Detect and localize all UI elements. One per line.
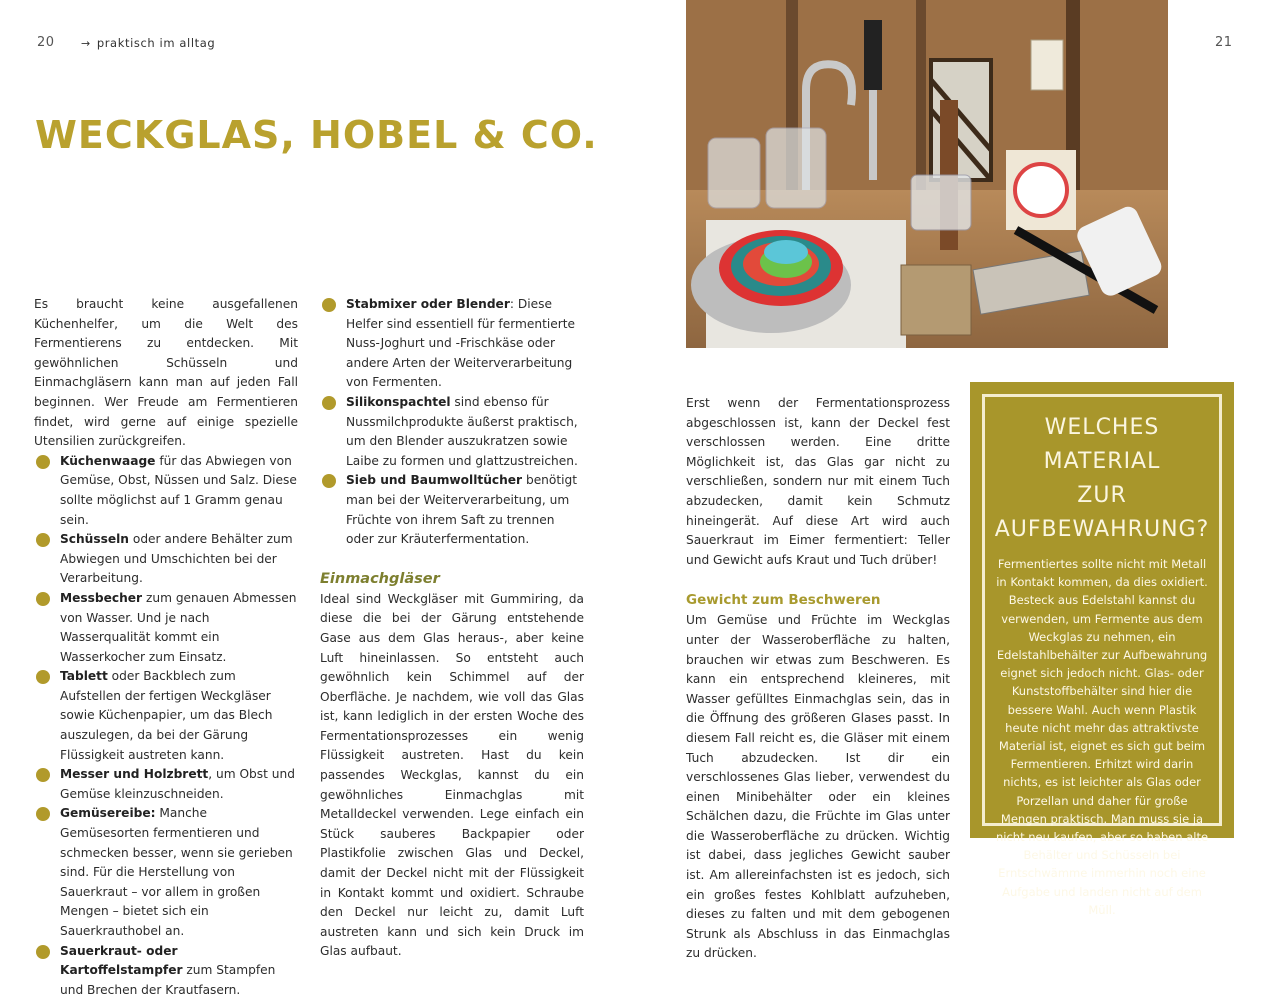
list-item	[34, 530, 298, 589]
photo-illustration	[686, 0, 1168, 348]
list-item-term: Schüsseln	[60, 532, 129, 547]
arrow-right-icon: →	[81, 37, 91, 50]
material-box-title-line-1: WELCHES MATERIAL	[1043, 415, 1161, 474]
bullet-dot-icon	[322, 396, 336, 410]
list-item	[320, 471, 584, 549]
page-title: WECKGLAS, HOBEL & CO.	[35, 113, 598, 157]
list-item	[34, 765, 298, 804]
list-item-description: oder Backblech zum Aufstellen der fertigen Weckgläser sowie Küchenpapier, um das Blech auszulegen, da bei der Gärung Flüssigkeit austreten kann.	[60, 669, 273, 762]
list-item-description: : Diese Helfer sind essentiell für fermentierte Nuss-Joghurt und -Frischkäse oder andere Arten der Weiterverarbeitung von Fermenten.	[346, 297, 576, 390]
list-item-term: Stabmixer oder Blender	[346, 297, 510, 311]
column-1	[34, 295, 298, 1000]
list-item-term: Tablett	[60, 669, 108, 684]
list-item-description: benötigt man bei der Weiterverarbeitung, um Früchte von ihrem Saft zu trennen oder zur Kräuterfermentation.	[346, 473, 578, 547]
bullet-dot-icon	[36, 945, 50, 959]
bullet-dot-icon	[36, 670, 50, 684]
list-item-description: Manche Gemüsesorten fermentieren und schmecken besser, wenn sie gerieben sind. Für die Herstellung von Sauerkraut – vor allem in großen Mengen – bietet sich ein Sauerkrauthobel an.	[60, 806, 293, 938]
list-item-description: , um Obst und Gemüse kleinzuschneiden.	[60, 767, 295, 801]
material-info-box-frame	[982, 394, 1222, 917]
bullet-dot-icon	[36, 592, 50, 606]
utensil-list-1	[34, 452, 298, 1000]
list-item	[320, 295, 584, 393]
material-info-box	[970, 382, 1234, 917]
bullet-dot-icon	[36, 807, 50, 821]
list-item-term: Sauerkraut- oder Kartoffelstampfer	[60, 943, 183, 978]
bullet-dot-icon	[36, 455, 50, 469]
intro-paragraph: Es braucht keine ausgefallenen Küchenhelfer, um die Welt des Fermentierens zu entdecken. Mit gewöhnlichen Schüsseln und Einmachgläsern kann man auf jeden Fall beginnen. Wer Freude am Fermentieren findet, wird gerne auf einige spezielle Utensilien zurückgreifen.	[34, 297, 298, 449]
list-item-term: Gemüsereibe:	[60, 806, 156, 821]
bullet-dot-icon	[36, 533, 50, 547]
bullet-dot-icon	[322, 298, 336, 312]
gewicht-heading: Gewicht zum Beschweren	[686, 592, 881, 609]
running-head	[81, 36, 215, 50]
right-page-number: 21	[1215, 35, 1233, 50]
column-2	[320, 295, 584, 962]
list-item	[320, 393, 584, 471]
list-item-term: Silikonspachtel	[346, 394, 451, 409]
list-item-term: Messbecher	[60, 590, 143, 605]
material-box-title-line-2: ZUR AUFBEWAHRUNG?	[994, 483, 1210, 542]
list-item-description: oder andere Behälter zum Abwiegen und Umschichten bei der Verarbeitung.	[60, 532, 293, 586]
list-item-description: sind ebenso für Nussmilchprodukte äußerst praktisch, um den Blender auszukratzen sowie Laibe zu formen und glattzustreichen.	[346, 394, 578, 468]
list-item-description: für das Abwiegen von Gemüse, Obst, Nüssen und Salz. Diese sollte möglichst auf 1 Gramm genau sein.	[60, 453, 297, 527]
list-item-description: zum Stampfen und Brechen der Krautfasern.	[60, 963, 276, 997]
list-item	[34, 667, 298, 765]
kitchen-utensils-photo	[686, 0, 1168, 348]
continued-paragraph: Erst wenn der Fermentationsprozess abgeschlossen ist, kann der Deckel fest verschlossen werden. Eine dritte Möglichkeit ist, das Glas gar nicht zu verschließen, sondern nur mit einem Tuch abzudecken, damit kein Schmutz hineingerät. Auf diese Art wird auch Sauerkraut im Eimer fermentiert: Teller und Gewicht aufs Kraut und Tuch drüber!	[686, 396, 950, 567]
list-item	[34, 452, 298, 530]
list-item	[34, 804, 298, 941]
list-item-term: Küchenwaage	[60, 453, 156, 468]
list-item-description: zum genauen Abmessen von Wasser. Und je nach Wasserqualität kommt ein Wasserkocher zum Einsatz.	[60, 590, 297, 664]
list-item-term: Sieb und Baumwolltücher	[346, 473, 523, 488]
bullet-dot-icon	[322, 474, 336, 488]
material-box-title	[991, 411, 1213, 547]
running-head-text: praktisch im alltag	[96, 36, 216, 50]
list-item	[34, 942, 298, 1000]
left-page-number: 20	[37, 35, 55, 50]
einmach-heading: Einmachgläser	[320, 570, 440, 587]
list-item-term: Messer und Holzbrett	[60, 767, 209, 782]
utensil-list-2	[320, 295, 584, 550]
gewicht-paragraph: Um Gemüse und Früchte im Weckglas unter der Wasseroberfläche zu halten, brauchen wir etwas zum Beschweren. Es kann ein entsprechend kleineres, mit Wasser gefülltes Einmachglas sein, das in die Öffnung des größeren Glases passt. In diesem Fall reicht es, die Gläser mit einem Tuch abzudecken. Ist dir ein verschlossenes Glas lieber, verwendest du einen Minibehälter oder ein kleines Schälchen dazu, die Früchte im Glas unter die Wasseroberfläche zu drücken. Wichtig ist dabei, dass jegliches Gewicht sauber ist. Am allereinfachsten ist es jedoch, sich ein großes festes Kohlblatt aufzuheben, dieses zu falten und mit dem gebogenen Strunk als Abschluss in das Einmachglas zu drücken.	[686, 613, 950, 961]
list-item	[34, 589, 298, 667]
material-box-text: Fermentiertes sollte nicht mit Metall in Kontakt kommen, da dies oxidiert. Besteck aus Edelstahl kannst du verwenden, um Fermente aus dem Weckglas zu nehmen, ein Edelstahlbehälter zur Aufbewahrung eignet sich jedoch nicht. Glas- oder Kunststoffbehälter sind hier die bessere Wahl. Auch wenn Plastik heute nicht mehr das attraktivste Material ist, eignet es sich gut beim Fermentieren. Erhitzt wird darin nichts, es ist leichter als Glas oder Porzellan und daher für große Mengen praktisch. Man muss sie ja nicht neu kaufen, aber so haben alte Behälter und Schüsseln bei Erntschwämme immerhin noch eine Aufgabe und landen nicht auf dem Müll.	[995, 557, 1209, 917]
bullet-dot-icon	[36, 768, 50, 782]
einmach-paragraph: Ideal sind Weckgläser mit Gummiring, da diese die bei der Gärung entstehende Gase aus dem Glas heraus-, aber keine Luft hineinlassen. So entsteht auch gewöhnlich kein Schimmel auf der Oberfläche. Je nachdem, wie voll das Glas ist, kann lediglich in der ersten Woche des Fermentationsprozesses ein wenig Flüssigkeit austreten. Hast du kein passendes Weckglas, kannst du ein gewöhnliches Einmachglas mit Metalldeckel verwenden. Lege einfach ein Stück sauberes Backpapier oder Plastikfolie zwischen Glas und Deckel, damit der Deckel nicht mit der Flüssigkeit in Kontakt kommt und oxidiert. Schraube den Deckel nur leicht zu, damit Luft austreten kann und sich kein Druck im Glas aufbaut.	[320, 591, 584, 959]
column-3	[686, 394, 950, 964]
